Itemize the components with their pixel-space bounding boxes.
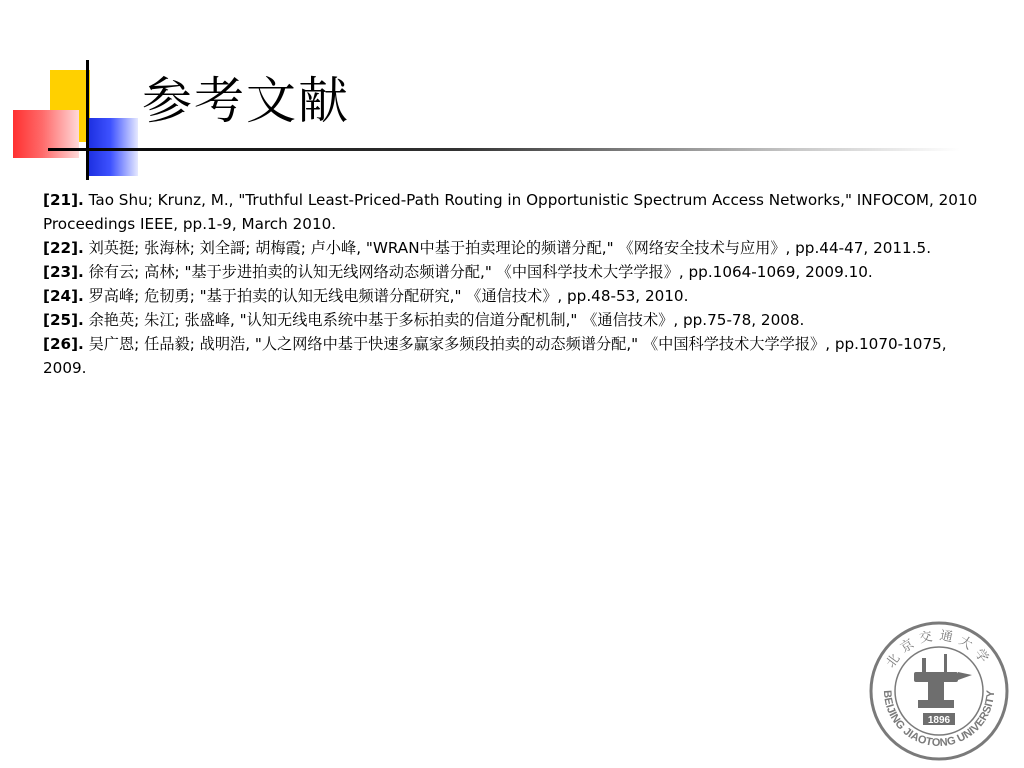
reference-text: Tao Shu; Krunz, M., "Truthful Least-Priced-Path Routing in Opportunistic Spectrum Access Networks," INFOCOM, 2010 Proceedings IEEE, pp.1-9, March 2010. bbox=[43, 191, 978, 233]
reference-number: [23]. bbox=[43, 263, 84, 281]
seal-english-name: BEIJING JIAOTONG UNIVERSITY bbox=[880, 689, 998, 750]
reference-item bbox=[43, 236, 993, 260]
slide-title: 参考文献 bbox=[142, 72, 350, 130]
reference-text: 吴广恩; 任品毅; 战明浩, "人之网络中基于快速多赢家多频段拍卖的动态频谱分配," 《中国科学技术大学学报》, pp.1070-1075, 2009. bbox=[43, 335, 947, 377]
reference-text: 刘英挺; 张海林; 刘全謌; 胡梅霞; 卢小峰, "WRAN中基于拍卖理论的频谱分配," 《网络安全技术与应用》, pp.44-47, 2011.5. bbox=[83, 239, 932, 257]
reference-number: [21]. bbox=[43, 191, 84, 209]
reference-item bbox=[43, 308, 993, 332]
decor-blue-block bbox=[88, 118, 138, 176]
reference-text: 罗高峰; 危韧勇; "基于拍卖的认知无线电频谱分配研究," 《通信技术》, pp.48-53, 2010. bbox=[83, 287, 689, 305]
reference-number: [22]. bbox=[43, 239, 84, 257]
reference-item bbox=[43, 188, 993, 236]
university-seal-logo bbox=[868, 620, 1010, 762]
reference-number: [24]. bbox=[43, 287, 84, 305]
title-underline bbox=[48, 148, 960, 151]
reference-item bbox=[43, 260, 993, 284]
decor-vertical-line bbox=[86, 60, 89, 180]
anvil-icon bbox=[914, 654, 972, 708]
reference-number: [26]. bbox=[43, 335, 84, 353]
seal-year: 1896 bbox=[927, 715, 951, 726]
seal-chinese-name: 北京交通大学 bbox=[883, 628, 995, 671]
reference-list bbox=[43, 188, 993, 380]
reference-text: 余艳英; 朱江; 张盛峰, "认知无线电系统中基于多标拍卖的信道分配机制," 《通信技术》, pp.75-78, 2008. bbox=[83, 311, 805, 329]
reference-number: [25]. bbox=[43, 311, 84, 329]
reference-item bbox=[43, 332, 993, 380]
reference-item bbox=[43, 284, 993, 308]
reference-text: 徐有云; 高林; "基于步进拍卖的认知无线网络动态频谱分配," 《中国科学技术大学学报》, pp.1064-1069, 2009.10. bbox=[83, 263, 873, 281]
